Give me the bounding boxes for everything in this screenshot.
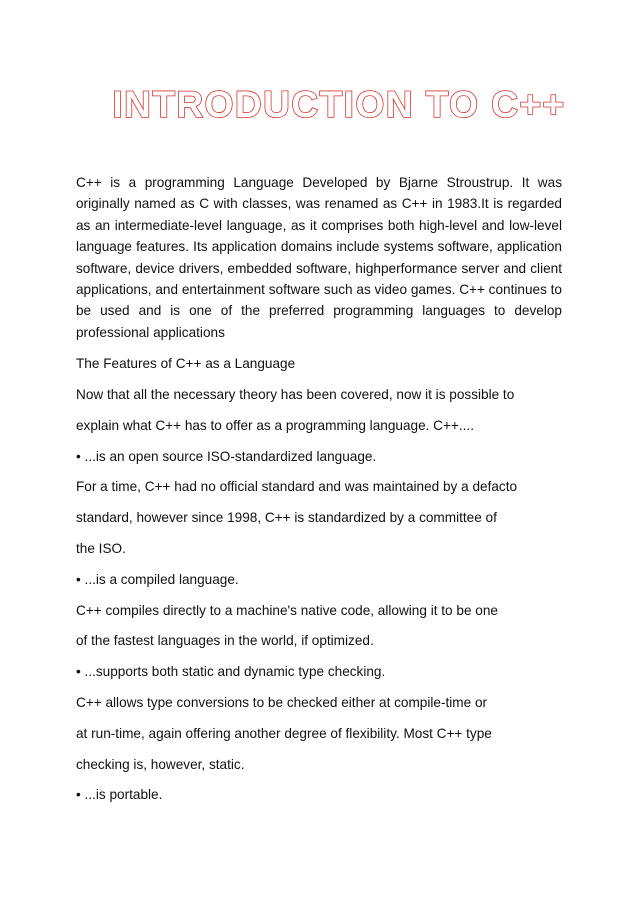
body-line: For a time, C++ had no official standard and was maintained by a defacto <box>76 479 518 495</box>
body-line: C++ compiles directly to a machine's native code, allowing it to be one <box>76 602 498 618</box>
bullet-line: • ...is a compiled language. <box>76 571 239 587</box>
document-title: INTRODUCTION TO C++ <box>112 84 566 125</box>
bullet-line: • ...supports both static and dynamic type checking. <box>76 664 386 680</box>
bullet-line: • ...is portable. <box>76 787 163 803</box>
body-line: at run-time, again offering another degree of flexibility. Most C++ type <box>76 725 492 741</box>
intro-paragraph: C++ is a programming Language Developed by Bjarne Stroustrup. It was originally named as C with classes, was renamed as C++ in 1983.It is regarded as an intermediate-level language, as it comprises both high-level and low-level language features. Its application domains include systems software, application software, device drivers, embedded software, highperformance server and client applications, and entertainment software such as video games. C++ continues to be used and is one of the preferred programming languages to develop professional applications <box>76 175 562 340</box>
document-body <box>76 172 562 811</box>
body-line: standard, however since 1998, C++ is standardized by a committee of <box>76 510 497 526</box>
body-line: the ISO. <box>76 541 126 557</box>
body-line: of the fastest languages in the world, if optimized. <box>76 633 374 649</box>
body-line: Now that all the necessary theory has been covered, now it is possible to <box>76 387 515 403</box>
body-line: checking is, however, static. <box>76 756 245 772</box>
bullet-line: • ...is an open source ISO-standardized language. <box>76 448 377 464</box>
features-heading: The Features of C++ as a Language <box>76 356 296 372</box>
body-line: explain what C++ has to offer as a programming language. C++.... <box>76 417 474 433</box>
body-line: C++ allows type conversions to be checked either at compile-time or <box>76 695 488 711</box>
